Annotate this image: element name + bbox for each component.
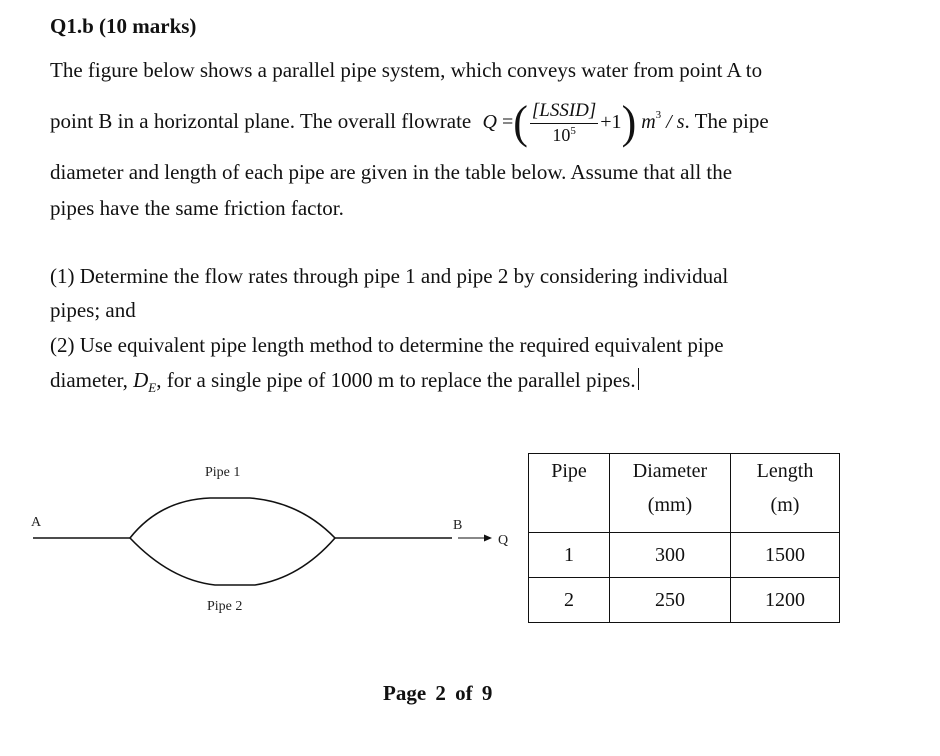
text-cursor (638, 368, 639, 390)
label-flow-q: Q (498, 533, 509, 548)
flow-arrow-icon (484, 535, 492, 542)
formula-numerator: [LSSID] (530, 100, 598, 124)
part2-line-b-start: diameter, (50, 368, 134, 392)
cell-diameter: 250 (610, 578, 731, 623)
formula-unit-tail: / s (666, 110, 685, 133)
part2-line-a: (2) Use equivalent pipe length method to determine the required equivalent pipe (50, 333, 724, 357)
question-line-1: The figure below shows a parallel pipe system, which conveys water from point A to (50, 58, 763, 82)
header-length (731, 454, 840, 533)
header-length-unit: (m) (770, 494, 800, 516)
formula-denominator (552, 124, 576, 147)
cell-diameter: 300 (610, 533, 731, 578)
pipe-data-table (528, 453, 840, 623)
formula-unit-base: m (641, 110, 656, 133)
formula-q: Q (482, 110, 497, 133)
part1-line-b: pipes; and (50, 298, 136, 322)
question-line-2-end: . The pipe (684, 109, 769, 134)
formula-plus: +1 (600, 110, 622, 133)
table-row (529, 578, 840, 623)
pipe-2-path (130, 538, 335, 585)
formula-denominator-base: 10 (552, 124, 571, 145)
part2-symbol: D (133, 368, 149, 392)
cell-pipe: 2 (529, 578, 610, 623)
question-line-2 (50, 96, 769, 149)
formula-eq: = (501, 110, 514, 133)
header-diameter (610, 454, 731, 533)
label-pipe-2: Pipe 2 (207, 599, 243, 614)
part1-line-a: (1) Determine the flow rates through pipe 1 and pipe 2 by considering individual (50, 264, 729, 288)
question-line-4: pipes have the same friction factor. (50, 196, 344, 220)
pipe-1-path (130, 498, 335, 538)
formula-fraction (530, 100, 598, 146)
flowrate-formula (482, 96, 685, 149)
cell-length: 1200 (731, 578, 840, 623)
formula-denominator-exp: 5 (570, 124, 576, 137)
table-row (529, 533, 840, 578)
page-footer: Page 2 of 9 (383, 681, 493, 705)
header-pipe-label: Pipe (551, 460, 587, 482)
question-heading: Q1.b (10 marks) (50, 14, 197, 38)
part2-line-b (50, 368, 639, 396)
question-line-3: diameter and length of each pipe are given in the table below. Assume that all the (50, 160, 733, 184)
parallel-pipe-diagram (0, 440, 520, 640)
formula-paren-close: ) (621, 96, 637, 149)
part2-line-b-end: , for a single pipe of 1000 m to replace the parallel pipes. (156, 368, 636, 392)
question-line-2-start: point B in a horizontal plane. The overall flowrate (50, 109, 472, 134)
cell-length: 1500 (731, 533, 840, 578)
label-point-b: B (453, 518, 463, 533)
formula-unit-exp: 3 (655, 108, 662, 121)
header-pipe (529, 454, 610, 533)
label-point-a: A (31, 515, 42, 530)
formula-paren-open: ( (513, 96, 528, 149)
header-diameter-unit: (mm) (647, 494, 693, 516)
cell-pipe: 1 (529, 533, 610, 578)
part2-subscript: E (148, 380, 157, 396)
header-length-label: Length (756, 460, 814, 482)
table-header-row (529, 454, 840, 533)
label-pipe-1: Pipe 1 (205, 465, 241, 480)
header-diameter-label: Diameter (632, 460, 708, 482)
